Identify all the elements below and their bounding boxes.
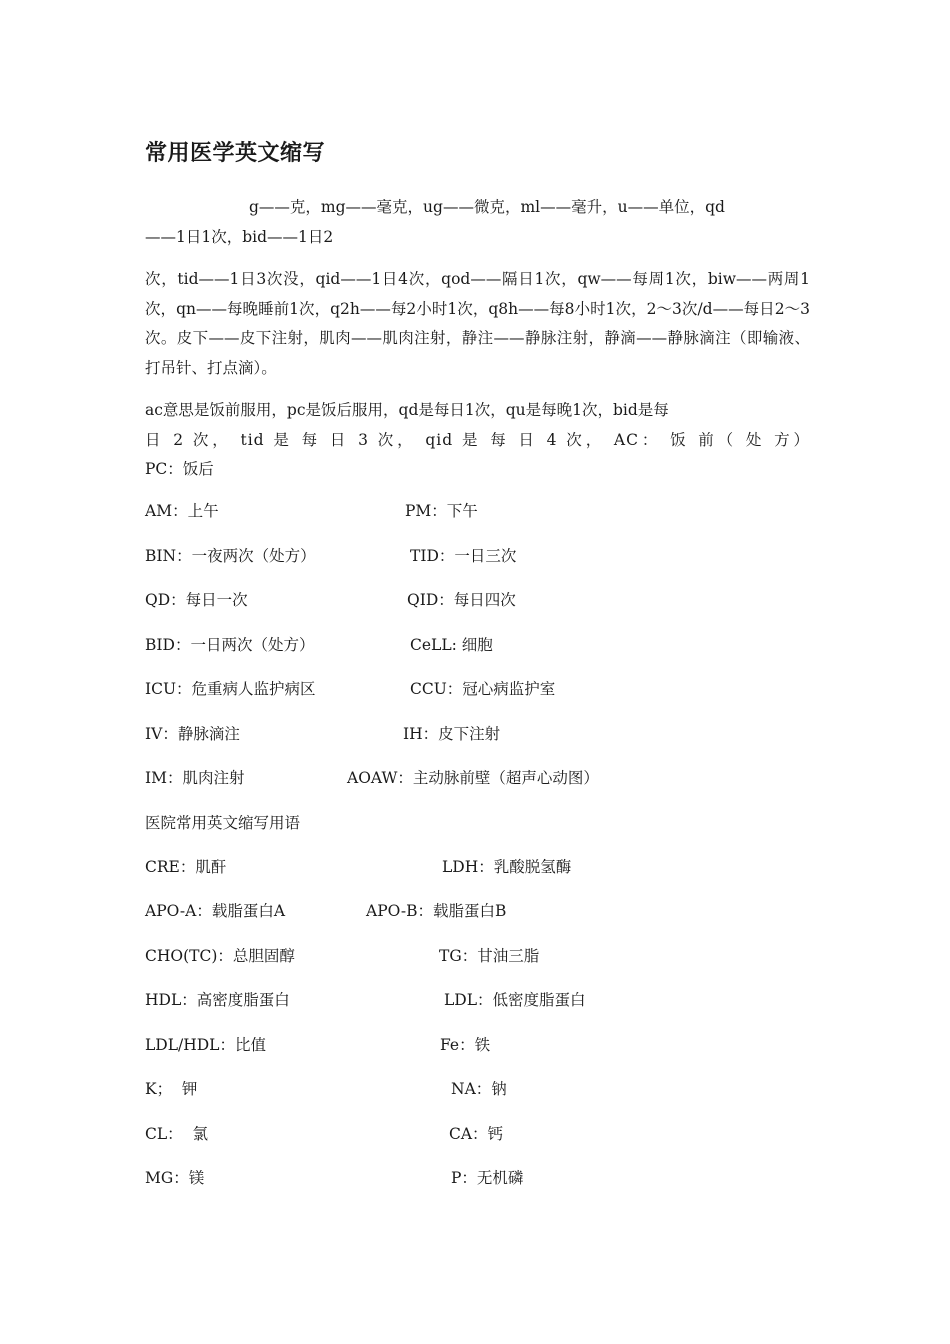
- term-right: PM：下午: [405, 502, 478, 520]
- paragraph-dosage-2: 次，tid——1日3次没，qid——1日4次，qod——隔日1次，qw——每周1次，biw——两周1次，qn——每晚睡前1次，q2h——每2小时1次，q8h——每8小时1次，2～3次/d——每日2～3次。皮下——皮下注射，肌肉——肌肉注射，静注——静脉注射，静滴——静脉滴注（即输液、打吊针、打点滴）。: [145, 270, 810, 377]
- term-left: MG：镁: [145, 1169, 205, 1187]
- paragraph-line: ——1日1次，bid——1日2: [145, 227, 334, 246]
- term-right: CeLL: 细胞: [410, 636, 493, 654]
- term-right: TID：一日三次: [410, 547, 517, 565]
- term-left: CL： 氯: [145, 1125, 209, 1143]
- term-left: QD：每日一次: [145, 591, 248, 609]
- term-right: NA：钠: [451, 1080, 507, 1098]
- term-left: IV：静脉滴注: [145, 725, 240, 743]
- term-right: LDL：低密度脂蛋白: [444, 991, 586, 1009]
- term-right: AOAW：主动脉前壁（超声心动图）: [347, 769, 599, 787]
- paragraph-dosage-1: [145, 193, 810, 252]
- paragraph-line: g——克，mg——毫克，ug——微克，ml——毫升，u——单位，qd: [249, 198, 725, 216]
- term-right: IH：皮下注射: [403, 725, 501, 743]
- term-left: ICU：危重病人监护病区: [145, 680, 316, 698]
- term-right: TG：甘油三脂: [439, 947, 540, 965]
- term-left: K； 钾: [145, 1080, 198, 1098]
- term-right: P：无机磷: [451, 1169, 524, 1187]
- term-left: HDL：高密度脂蛋白: [145, 991, 290, 1009]
- term-left: CRE：肌酐: [145, 858, 227, 876]
- term-right: QID：每日四次: [407, 591, 516, 609]
- term-left: LDL/HDL：比值: [145, 1036, 266, 1054]
- term-left: AM：上午: [145, 502, 219, 520]
- term-left: CHO(TC)：总胆固醇: [145, 947, 295, 965]
- term-right: APO-B：载脂蛋白B: [366, 902, 507, 920]
- term-left: BID：一日两次（处方）: [145, 636, 315, 654]
- term-right: CCU：冠心病监护室: [410, 680, 556, 698]
- term-left: IM：肌肉注射: [145, 769, 245, 787]
- term-right: CA：钙: [449, 1125, 504, 1143]
- paragraph-line: PC：饭后: [145, 460, 214, 478]
- term-left: BIN：一夜两次（处方）: [145, 547, 316, 565]
- paragraph-line: 日 2 次， tid 是 每 日 3 次， qid 是 每 日 4 次， AC： 饭 前（ 处 方）: [145, 430, 810, 449]
- page-title: 常用医学英文缩写: [145, 141, 326, 166]
- section-heading: 医院常用英文缩写用语: [145, 814, 301, 832]
- term-right: LDH：乳酸脱氢酶: [442, 858, 572, 876]
- paragraph-line: ac意思是饭前服用，pc是饭后服用，qd是每日1次，qu是每晚1次，bid是每: [145, 401, 669, 419]
- term-right: Fe：铁: [440, 1036, 491, 1054]
- paragraph-dosage-3: [145, 396, 810, 485]
- term-left: APO-A：载脂蛋白A: [145, 902, 286, 920]
